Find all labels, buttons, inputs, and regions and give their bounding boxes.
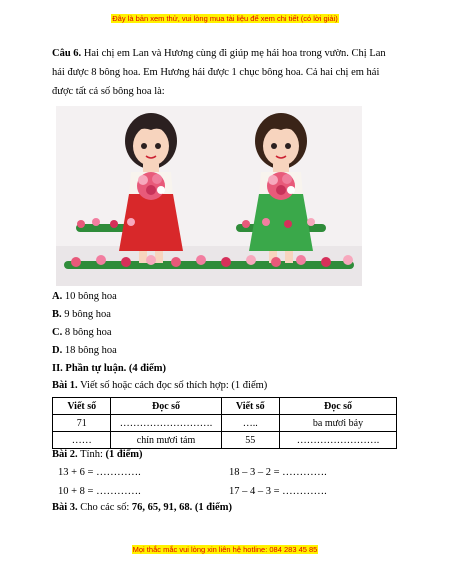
- option-c: C. 8 bông hoa: [52, 327, 112, 338]
- calc-item: 18 – 3 – 2 = ………….: [229, 467, 327, 478]
- question-6: [52, 44, 400, 101]
- calc-item: 13 + 6 = ………….: [58, 467, 141, 478]
- option-a: A. 10 bông hoa: [52, 291, 117, 302]
- calc-item: 17 – 4 – 3 = ………….: [229, 486, 327, 497]
- number-reading-table: [52, 397, 397, 449]
- question-label: Câu 6.: [52, 48, 82, 59]
- option-b: B. 9 bông hoa: [52, 309, 111, 320]
- bai-3: Bài 3. Cho các số: 76, 65, 91, 68. (1 điểm): [52, 502, 232, 513]
- two-girls-illustration: [56, 106, 362, 286]
- hotline-banner: Mọi thắc mắc vui lòng xin liên hệ hotline: 084 283 45 85: [132, 545, 318, 554]
- table-row: 71 ………………………. ….. ba mươi bảy: [53, 415, 397, 432]
- question-text: Hai chị em Lan và Hương cùng đi giúp mẹ hái hoa trong vườn. Chị Lan hái được 8 bông hoa. Em Hương hái được 1 chục bông hoa. Cả hai chị em hái được tất cả số bông hoa là:: [52, 48, 386, 97]
- bai-1: Bài 1. Viết số hoặc cách đọc số thích hợp: (1 điểm): [52, 380, 268, 391]
- option-d: D. 18 bông hoa: [52, 345, 117, 356]
- bai-2: Bài 2. Tính: (1 điểm): [52, 449, 143, 460]
- calc-item: 10 + 8 = ………….: [58, 486, 141, 497]
- section-heading: II. Phần tự luận. (4 điểm): [52, 363, 166, 374]
- table-row: …… chín mươi tám 55 …………………….: [53, 432, 397, 449]
- preview-banner: Đây là bản xem thử, vui lòng mua tài liệu để xem chi tiết (có lời giải): [112, 14, 338, 23]
- table-header-row: Viết số Đọc số Viết số Đọc số: [53, 398, 397, 415]
